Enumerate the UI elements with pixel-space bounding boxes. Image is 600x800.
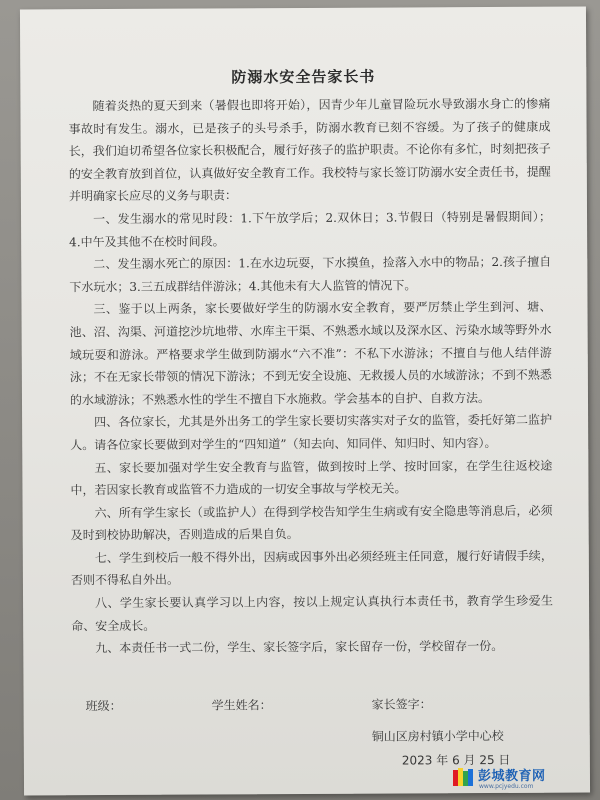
paragraph-8: 八、学生家长要认真学习以上内容，按以上规定认真执行本责任书，教育学生珍爱生命、安全成长。 <box>71 593 554 633</box>
document-title: 防溺水安全告家长书 <box>231 67 376 87</box>
parent-signature-label: 家长签字： <box>371 697 432 712</box>
student-name-label: 学生姓名： <box>211 698 272 713</box>
watermark-name: 彭城教育网 <box>478 769 546 784</box>
document-date: 2023 年 6 月 25 日 <box>401 752 511 768</box>
signature-row <box>72 695 542 717</box>
school-name: 铜山区房村镇小学中心校 <box>371 728 504 744</box>
paragraph-3: 三、鉴于以上两条，家长要做好学生的防溺水安全教育，要严厉禁止学生到河、塘、池、沼、沟渠、河道挖沙坑地带、水库主干渠、不熟悉水域以及深水区、污染水域等野外水域玩耍和游泳。严格要求学生做到防溺水“六不准”：不私下水游泳；不擅自与他人结伴游泳；不在无家长带领的情况下游泳；不到无安全设施、无救援人员的水域游泳；不到不熟悉的水域游泳；不熟悉水性的学生不擅自下水施救。学会基本的自护、自救方法。 <box>69 300 552 407</box>
paragraph-7: 七、学生到校后一般不得外出，因病或因事外出必须经班主任同意，履行好请假手续，否则不得私自外出。 <box>70 548 553 588</box>
paragraph-1: 一、发生溺水的常见时段：1.下午放学后；2.双休日；3.节假日（特别是暑假期间）；4.中午及其他不在校时间段。 <box>69 209 552 249</box>
paragraph-4: 四、各位家长，尤其是外出务工的学生家长要切实落实对子女的监管，委托好第二监护人。请各位家长要做到对学生的“四知道”（知去向、知同伴、知归时、知内容）。 <box>70 413 553 453</box>
paragraph-intro: 随着炎热的夏天到来（暑假也即将开始），因青少年儿童冒险玩水导致溺水身亡的惨痛事故时有发生。溺水，已是孩子的头号杀手，防溺水教育已刻不容缓。为了孩子的健康成长，我们迫切希望各位家长积极配合，履行好孩子的监护职责。不论你有多忙，时刻把孩子的安全教育放到首位，认真做好安全教育工作。我校特与家长签订防溺水安全责任书，提醒并明确家长应尽的义务与职责： <box>68 96 551 204</box>
class-label: 班级： <box>85 698 122 714</box>
book-logo-icon <box>452 766 474 788</box>
paragraph-5: 五、家长要加强对学生安全教育与监管，做到按时上学、按时回家，在学生往返校途中，若因家长教育或监管不力造成的一切安全事故与学校无关。 <box>70 458 553 498</box>
paragraph-2: 二、发生溺水死亡的原因：1.在水边玩耍，下水摸鱼，捡落入水中的物品；2.孩子擅自下水玩水；3.三五成群结伴游泳；4.其他未有大人监管的情况下。 <box>69 254 552 294</box>
paper-sheet <box>20 7 590 796</box>
site-watermark <box>452 764 562 794</box>
watermark-url: www.pcjyedu.com <box>479 783 534 790</box>
paragraph-6: 六、所有学生家长（或监护人）在得到学校告知学生生病或有安全隐患等消息后，必须及时到校协助解决，否则造成的后果自负。 <box>70 503 553 543</box>
document-body <box>68 93 553 660</box>
paragraph-9: 九、本责任书一式二份，学生、家长签字后，家长留存一份，学校留存一份。 <box>95 639 504 656</box>
